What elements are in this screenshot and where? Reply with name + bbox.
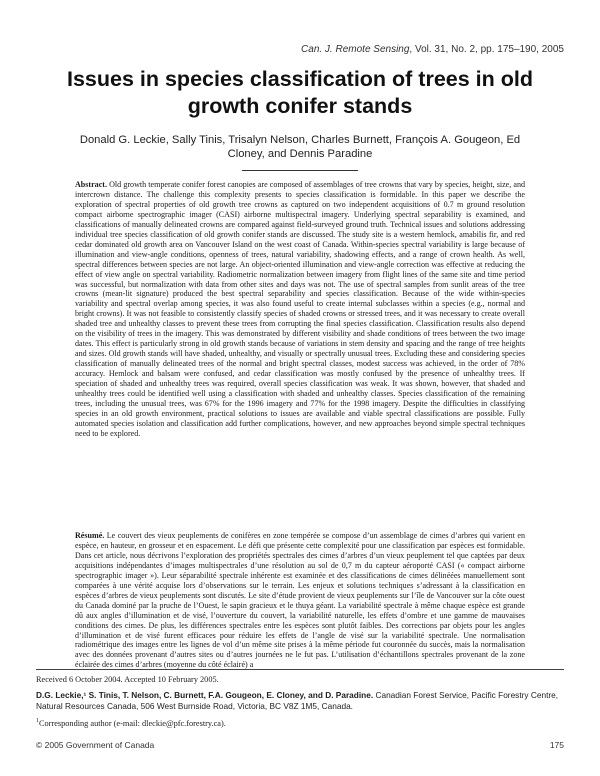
abstract-label: Abstract. [75, 180, 107, 189]
copyright-notice: © 2005 Government of Canada [36, 740, 155, 750]
title-divider [242, 170, 358, 171]
abstract-paragraph [75, 180, 525, 439]
resume-text: Le couvert des vieux peuplements de conifères en zone tempérée se compose d’un assemblage de cimes d’arbres qui varient en espèce, en hauteur, en grosseur et en espacement. Le défi que présente cette complexité pour une classification par espèces est formidable. Dans cet article, nous décrivons l’exploration des propriétés spectrales des cimes d’arbres d’un vieux peuplement tel que captées par deux acquisitions indépendantes d’images multispectrales d’une résolution au sol de 0,7 m du capteur aéroporté CASI (« compact airborne spectrographic imager »). Leur séparabilité spectrale inhérente est examinée et des classifications de cimes délinéées manuellement sont comparées à une vérité acquise lors d’observations sur le terrain. Les enjeux et solutions techniques s’adressant à la classification en espèces d’arbres de vieux peuplements sont discutés. Le site d’étude provient de vieux peuplements sur l’île de Vancouver sur la côte ouest du Canada dominé par la pruche de l’Ouest, le sapin gracieux et le thuya géant. La variabilité spectrale à même chaque espèce est grande dû aux angles d’illumination et de visé, l’ouverture du couvert, la variabilité naturelle, les effets d’ombre et une gamme de mauvaises conditions des cimes. De plus, les différences spectrales entre les espèces sont plutôt faibles. Des corrections par objets pour les angles d’illumination et de visé furent efficaces pour réduire les effets de l’angle de visé sur la variabilité spectrale. Une normalisation radiométrique des images entre les lignes de vol d’un même site prises à la même période fut couronnée du succès, mais la normalisation avec des données provenant d’autres sites ou d’autres journées ne le fut pas. L’utilisation d’échantillons spectrales provenant de la zone éclairée des cimes d’arbres (moyenne du côté éclairé) a [75, 531, 525, 670]
corresponding-author-note [36, 718, 226, 728]
resume-paragraph [75, 531, 525, 670]
resume-label: Résumé. [75, 531, 105, 540]
affiliation-address: Canadian Forest Service, Pacific Forestry Centre, Natural Resources Canada, 506 West Burnside Road, Victoria, BC V8Z 1M5, Canada. [36, 690, 559, 711]
author-list: Donald G. Leckie, Sally Tinis, Trisalyn Nelson, Charles Burnett, François A. Gougeon, Ed Cloney, and Dennis Paradine [79, 134, 521, 160]
journal-citation [301, 44, 564, 55]
journal-issue: , Vol. 31, No. 2, pp. 175–190, 2005 [409, 44, 564, 55]
author-affiliation [36, 690, 564, 711]
received-dates: Received 6 October 2004. Accepted 10 February 2005. [36, 675, 219, 684]
article-title: Issues in species classification of trees in old growth conifer stands [66, 67, 533, 118]
abstract-text: Old growth temperate conifer forest canopies are composed of assemblages of tree crowns that vary by species, height, size, and intercrown distance. The challenge this complexity presents to species classification is formidable. In this paper we describe the exploration of spectral properties of old growth tree crowns as captured on two independent acquisitions of 0.7 m ground resolution compact airborne spectrographic imager (CASI) airborne multispectral imagery. Underlying spectral separability is examined, and classifications of manually delineated crowns are compared against field-surveyed ground truth. Technical issues and solutions addressing individual tree species classification of old growth conifer stands are discussed. The study site is a western hemlock, amabilis fir, and red cedar dominated old growth area on Vancouver Island on the west coast of Canada. Within-species spectral variability is large because of illumination and view-angle conditions, openness of trees, natural variability, shadowing effects, and a range of crown health. As well, spectral differences between species are not large. An object-oriented illumination and view-angle correction was effective at reducing the effect of view angle on spectral variability. Radiometric normalization between imagery from flight lines of the same site and time period was successful, but normalization with data from other sites and days was not. The use of spectral samples from sunlit areas of the tree crowns (mean-lit signature) produced the best spectral separability and species classification. Because of the wide within-species variability and spectral overlap among species, it was also found useful to create internal subclasses within a species (e.g., normal and bright crowns). It was not feasible to consistently classify species of shaded crowns or stressed trees, and it was necessary to create overall shaded tree and unhealthy classes to prevent these trees from corrupting the final species classification. Classification results also depend on the visibility of trees in the imagery. This was demonstrated by different visibility and shade conditions of trees between the two image dates. This effect is particularly strong in old growth stands because of variations in stem density and spacing and the range of tree heights and sizes. Old growth stands will have shaded, unhealthy, and visually or spectrally unusual trees. Excluding these and considering species classification of manually delineated trees of the normal and bright spectral classes, modest success was achieved, in the order of 78% accuracy. Hemlock and balsam were confused, and cedar classification was mostly confused by the presence of unhealthy trees. If speciation of shaded and unhealthy trees was required, overall species classification was weak. It was shown, however, that shaded and unhealthy trees could be identified well using a classification with shaded and unhealthy classes. Species classification of the remaining trees, including the unusual trees, was 67% for the 1996 imagery and 77% for the 1998 imagery. Despite the difficulties in classifying species in an old growth environment, practical solutions to issues are available and viable spectral classifications are possible. Fully automated species isolation and classification add further complications, however, and new approaches beyond simple spectral techniques need to be explored. [75, 180, 526, 438]
page-number: 175 [549, 740, 564, 750]
affiliation-names: D.G. Leckie,¹ S. Tinis, T. Nelson, C. Burnett, F.A. Gougeon, E. Cloney, and D. Paradine. [36, 690, 374, 700]
corresponding-author-text: Corresponding author (e-mail: dleckie@pfc.forestry.ca). [39, 718, 226, 728]
footnote-divider [36, 669, 564, 670]
footnote-mark: 1 [36, 718, 39, 724]
journal-name: Can. J. Remote Sensing [301, 44, 410, 55]
